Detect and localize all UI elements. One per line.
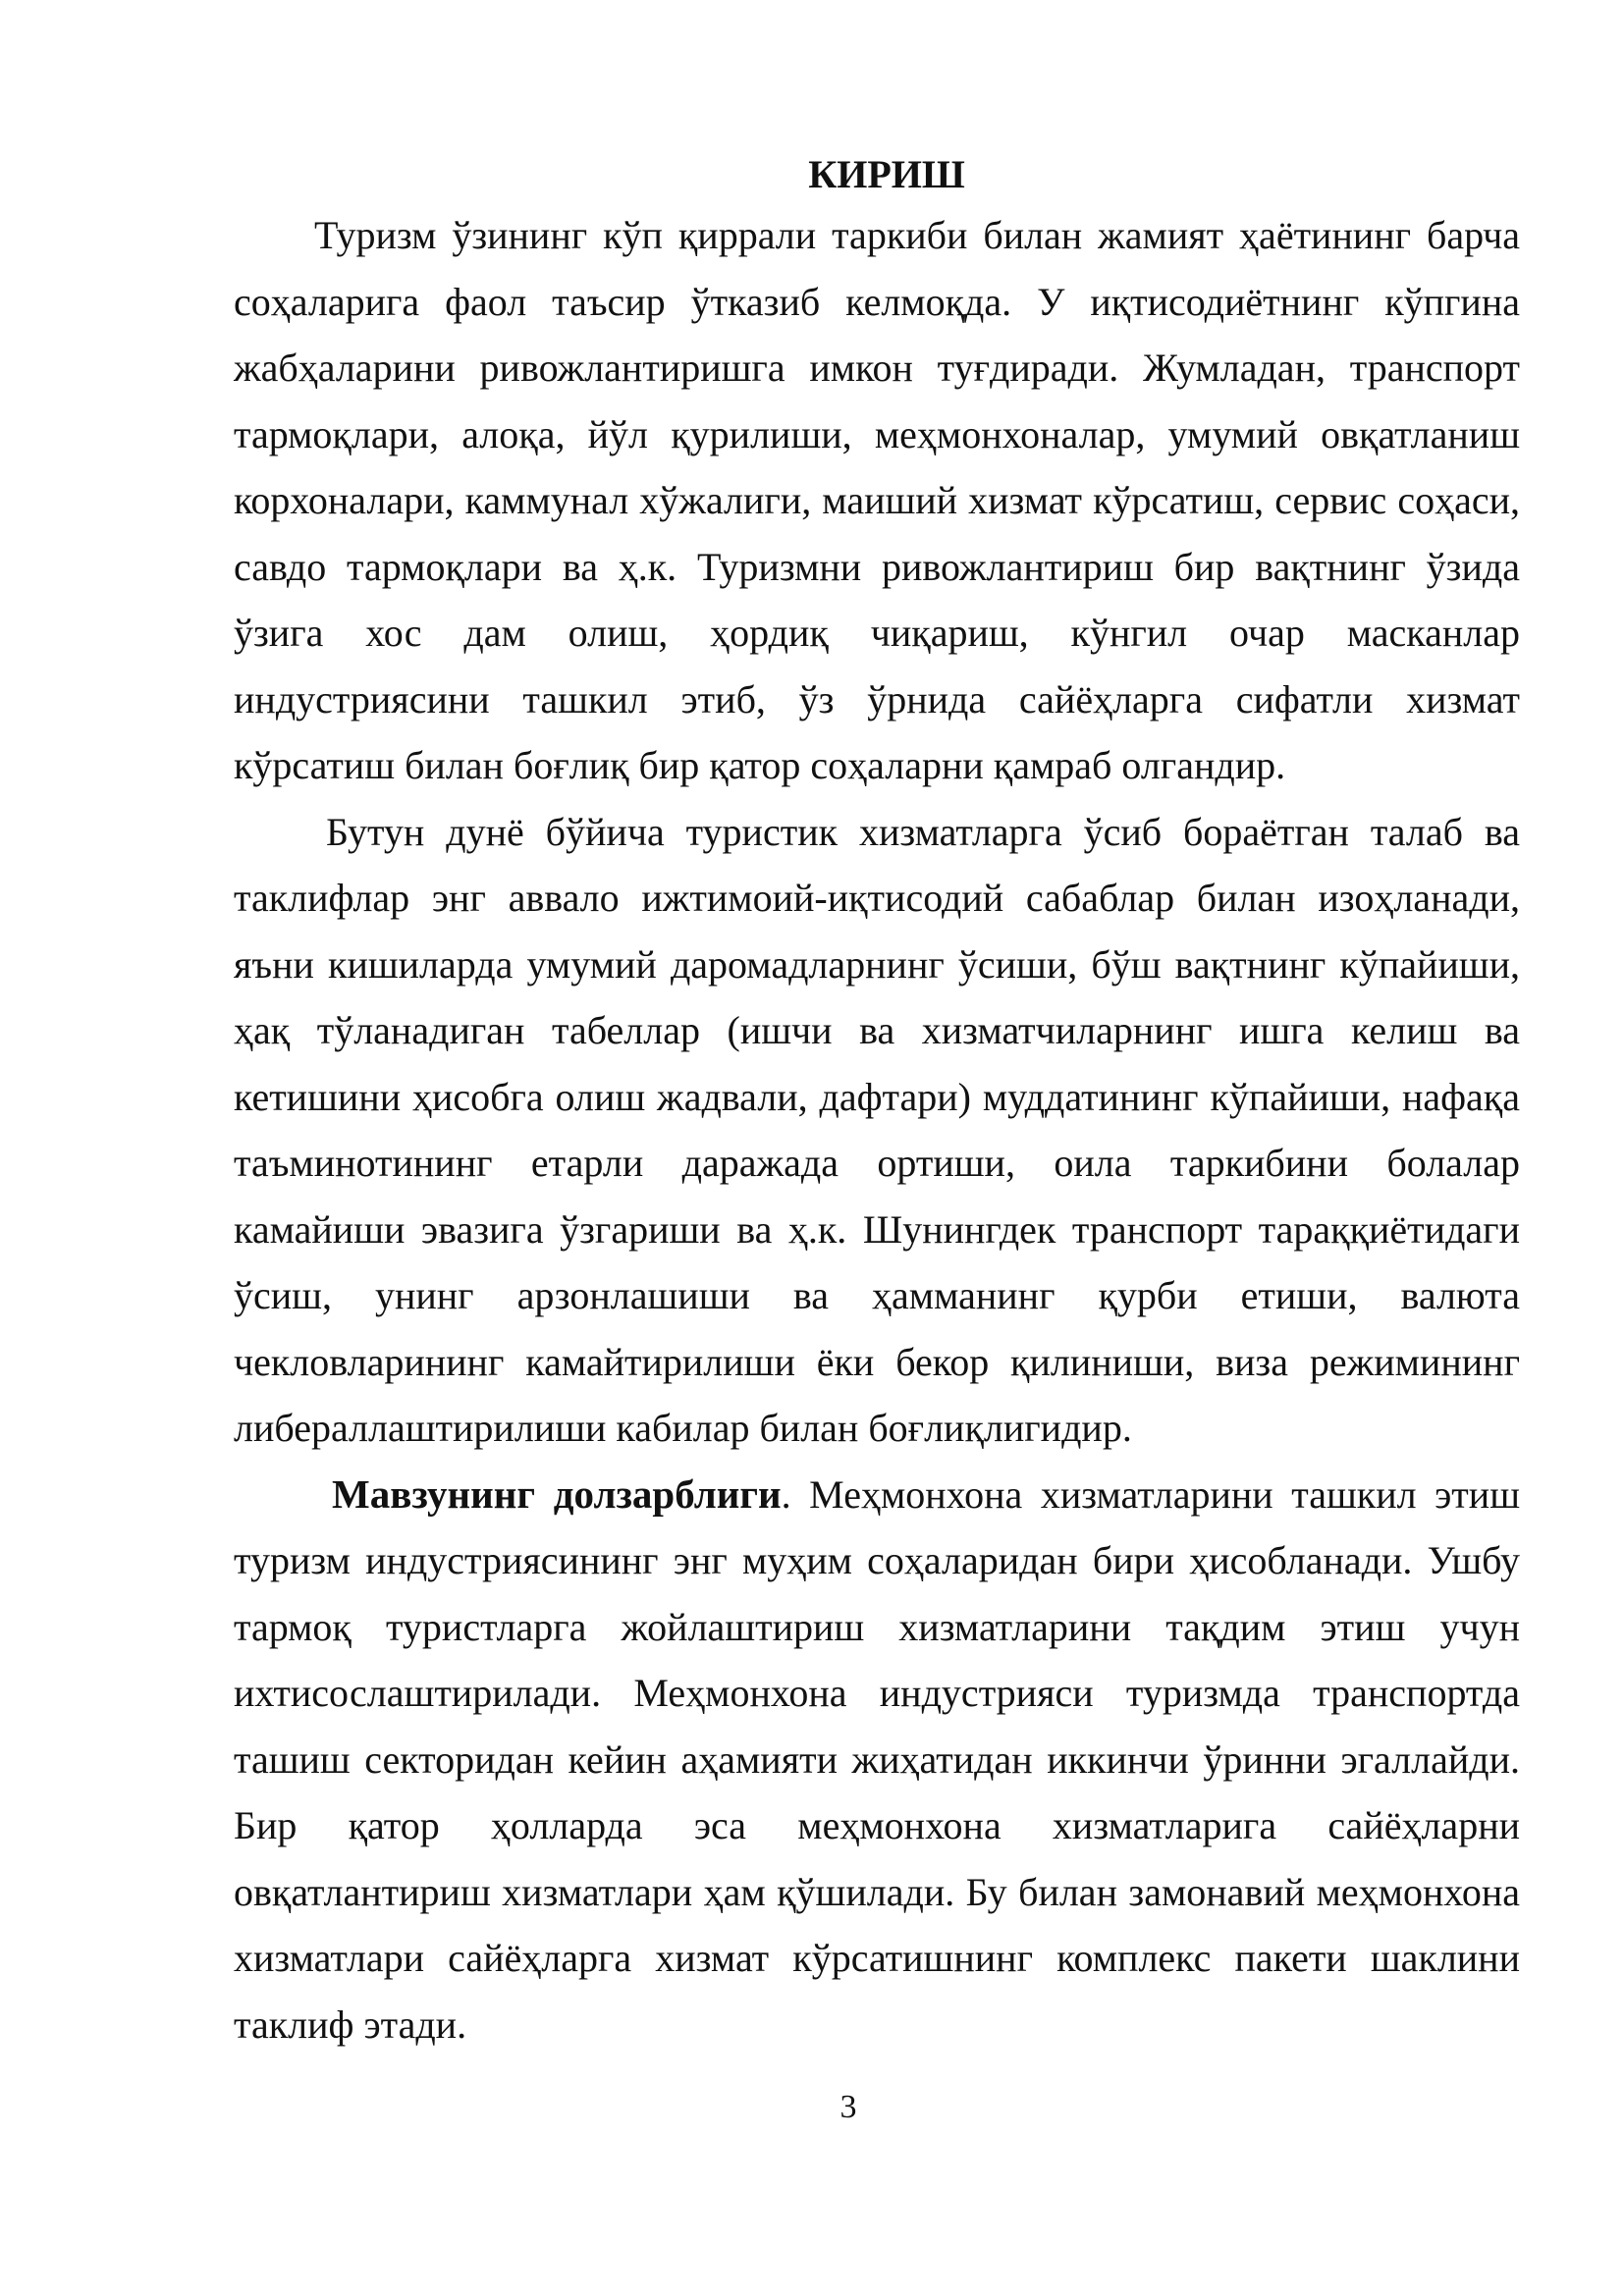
section-title: КИРИШ (808, 152, 965, 196)
document-page (234, 147, 1520, 2057)
paragraph-demand: Бутун дунё бўйича туристик хизматларга ўсиб бораётган талаб ва таклифлар энг аввало ижтимоий-иқтисодий сабаблар билан изоҳланади, яъни кишиларда умумий даромадларнинг ўсиши, бўш вақтнинг кўпайиши, ҳақ тўланадиган табеллар (ишчи ва хизматчиларнинг ишга келиш ва кетишини ҳисобга олиш жадвали, дафтари) муддатининг кўпайиши, нафақа таъминотининг етарли даражада ортиши, оила таркибини болалар камайиши эвазига ўзгариши ва ҳ.к. Шунингдек транспорт тараққиётидаги ўсиш, унинг арзонлашиши ва ҳамманинг қурби етиши, валюта чекловларининг камайтирилиши ёки бекор қилиниши, виза режимининг либераллаштирилиши кабилар билан боғлиқлигидир. (234, 809, 1520, 1450)
page-number: 3 (839, 2089, 857, 2125)
paragraph-relevance (234, 1462, 1520, 2058)
paragraph-intro: Туризм ўзининг кўп қиррали таркиби билан жамият ҳаётининг барча соҳаларига фаол таъсир ўтказиб келмоқда. У иқтисодиётнинг кўпгина жабҳаларини ривожлантиришга имкон туғдиради. Жумладан, транспорт тармоқлари, алоқа, йўл қурилиши, меҳмонхоналар, умумий овқатланиш корхоналари, каммунал хўжалиги, маиший хизмат кўрсатиш, сервис соҳаси, савдо тармоқлари ва ҳ.к. Туризмни ривожлантириш бир вақтнинг ўзида ўзига хос дам олиш, ҳордиқ чиқариш, кўнгил очар масканлар индустриясини ташкил этиб, ўз ўрнида сайёҳларга сифатли хизмат кўрсатиш билан боғлиқ бир қатор соҳаларни қамраб олгандир. (234, 213, 1520, 787)
relevance-body: . Меҳмонхона хизматларини ташкил этиш туризм индустриясининг энг муҳим соҳаларидан бири ҳисобланади. Ушбу тармоқ туристларга жойлаштириш хизматларини тақдим этиш учун ихтисослаштирилади. Меҳмонхона индустрияси туризмда транспортда ташиш секторидан кейин аҳамияти жиҳатидан иккинчи ўринни эгаллайди. Бир қатор ҳолларда эса меҳмонхона хизматларига сайёҳларни овқатлантириш хизматлари ҳам қўшилади. Бу билан замонавий меҳмонхона хизматлари сайёҳларга хизмат кўрсатишнинг комплекс пакети шаклини таклиф этади. (234, 1471, 1520, 2047)
relevance-heading: Мавзунинг долзарблиги (332, 1470, 782, 1517)
